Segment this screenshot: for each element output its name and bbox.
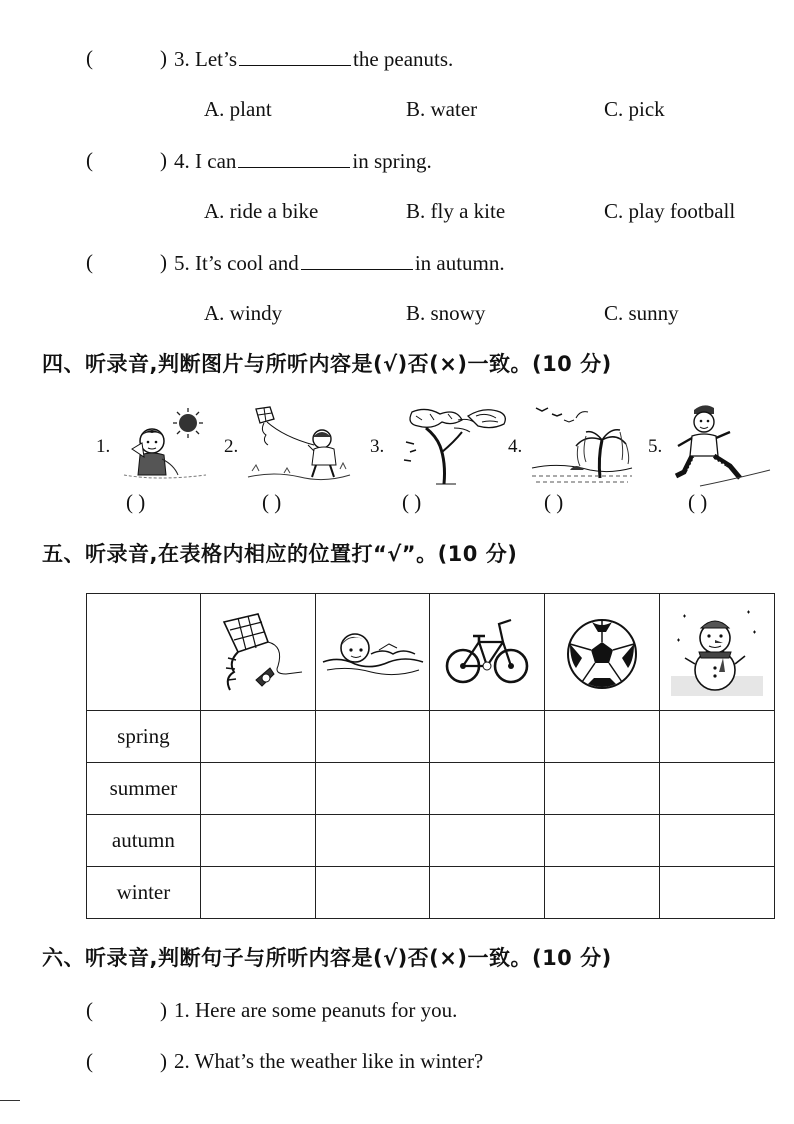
tick-cell[interactable] xyxy=(315,763,430,815)
tick-cell[interactable] xyxy=(430,867,545,919)
picture-number: 2. xyxy=(224,436,239,457)
question-text-before: I can xyxy=(195,149,237,173)
hot-sun-boy-fanning-icon xyxy=(118,405,210,485)
section-5-heading: 五、听录音,在表格内相应的位置打“√”。(10 分) xyxy=(42,542,518,566)
tick-cell[interactable] xyxy=(545,867,660,919)
tick-cell[interactable] xyxy=(315,867,430,919)
answer-paren[interactable]: ( ) xyxy=(126,490,146,514)
answer-paren-close: ) xyxy=(160,46,167,70)
option-c[interactable]: C. play football xyxy=(604,199,736,223)
option-a[interactable]: A. ride a bike xyxy=(204,199,319,223)
answer-paren[interactable]: ( ) xyxy=(402,490,422,514)
question-text-after: in autumn. xyxy=(414,251,505,275)
bicycle-icon xyxy=(430,594,545,711)
willow-tree-birds-icon xyxy=(530,400,634,486)
sentence-text: 1. Here are some peanuts for you. xyxy=(174,998,458,1022)
tick-cell[interactable] xyxy=(200,867,315,919)
row-label: winter xyxy=(87,867,201,919)
tick-cell[interactable] xyxy=(545,711,660,763)
tick-cell[interactable] xyxy=(430,815,545,867)
snowman-icon xyxy=(660,594,775,711)
boy-flying-kite-icon xyxy=(244,405,354,485)
answer-blank[interactable] xyxy=(238,147,350,168)
answer-paren-close: ) xyxy=(160,998,167,1022)
swimming-boy-icon xyxy=(315,594,430,711)
sentence-text: 2. What’s the weather like in winter? xyxy=(174,1049,484,1073)
picture-number: 5. xyxy=(648,436,663,457)
option-b[interactable]: B. fly a kite xyxy=(406,199,506,223)
section-6-heading: 六、听录音,判断句子与所听内容是(√)否(×)一致。(10 分) xyxy=(42,946,612,970)
question-text-before: It’s cool and xyxy=(195,251,299,275)
section-4-heading: 四、听录音,判断图片与所听内容是(√)否(×)一致。(10 分) xyxy=(42,352,612,376)
question-text-after: in spring. xyxy=(352,149,432,173)
tick-cell[interactable] xyxy=(660,763,775,815)
tick-cell[interactable] xyxy=(660,867,775,919)
answer-paren-close: ) xyxy=(160,148,167,172)
answer-blank[interactable] xyxy=(239,45,351,66)
answer-paren-open[interactable]: ( xyxy=(86,148,93,172)
question-number: 5. xyxy=(174,251,190,275)
question-text xyxy=(174,45,453,72)
answer-paren-open[interactable]: ( xyxy=(86,250,93,274)
tick-cell[interactable] xyxy=(200,711,315,763)
row-label: spring xyxy=(87,711,201,763)
question-text xyxy=(174,249,505,276)
tick-cell[interactable] xyxy=(545,815,660,867)
question-number: 3. xyxy=(174,47,190,71)
kite-icon xyxy=(200,594,315,711)
tick-cell[interactable] xyxy=(315,815,430,867)
answer-paren-close: ) xyxy=(160,250,167,274)
answer-paren[interactable]: ( ) xyxy=(544,490,564,514)
answer-paren[interactable]: ( ) xyxy=(688,490,708,514)
table-row xyxy=(87,815,775,867)
table-row xyxy=(87,867,775,919)
answer-paren-open[interactable]: ( xyxy=(86,998,93,1022)
tick-cell[interactable] xyxy=(315,711,430,763)
option-c[interactable]: C. pick xyxy=(604,97,665,121)
table-row xyxy=(87,711,775,763)
option-a[interactable]: A. plant xyxy=(204,97,272,121)
row-label: autumn xyxy=(87,815,201,867)
page-edge-mark xyxy=(0,1100,20,1101)
picture-number: 4. xyxy=(508,436,523,457)
answer-paren[interactable]: ( ) xyxy=(262,490,282,514)
tick-cell[interactable] xyxy=(430,711,545,763)
question-text-before: Let’s xyxy=(195,47,237,71)
answer-blank[interactable] xyxy=(301,249,413,270)
option-c[interactable]: C. sunny xyxy=(604,301,679,325)
option-a[interactable]: A. windy xyxy=(204,301,283,325)
option-b[interactable]: B. water xyxy=(406,97,478,121)
option-b[interactable]: B. snowy xyxy=(406,301,486,325)
row-label: summer xyxy=(87,763,201,815)
season-table xyxy=(86,593,775,919)
tick-cell[interactable] xyxy=(545,763,660,815)
answer-paren-open[interactable]: ( xyxy=(86,46,93,70)
answer-paren-open[interactable]: ( xyxy=(86,1049,93,1073)
tick-cell[interactable] xyxy=(200,815,315,867)
picture-number: 3. xyxy=(370,436,385,457)
windy-tree-icon xyxy=(396,402,516,486)
table-row xyxy=(87,763,775,815)
tick-cell[interactable] xyxy=(660,711,775,763)
question-text xyxy=(174,147,432,174)
picture-number: 1. xyxy=(96,436,111,457)
boy-running-icon xyxy=(670,400,774,490)
answer-paren-close: ) xyxy=(160,1049,167,1073)
tick-cell[interactable] xyxy=(430,763,545,815)
tick-cell[interactable] xyxy=(200,763,315,815)
corner-cell xyxy=(87,594,201,711)
question-number: 4. xyxy=(174,149,190,173)
tick-cell[interactable] xyxy=(660,815,775,867)
football-icon xyxy=(545,594,660,711)
table-header-row xyxy=(87,594,775,711)
question-text-after: the peanuts. xyxy=(353,47,454,71)
